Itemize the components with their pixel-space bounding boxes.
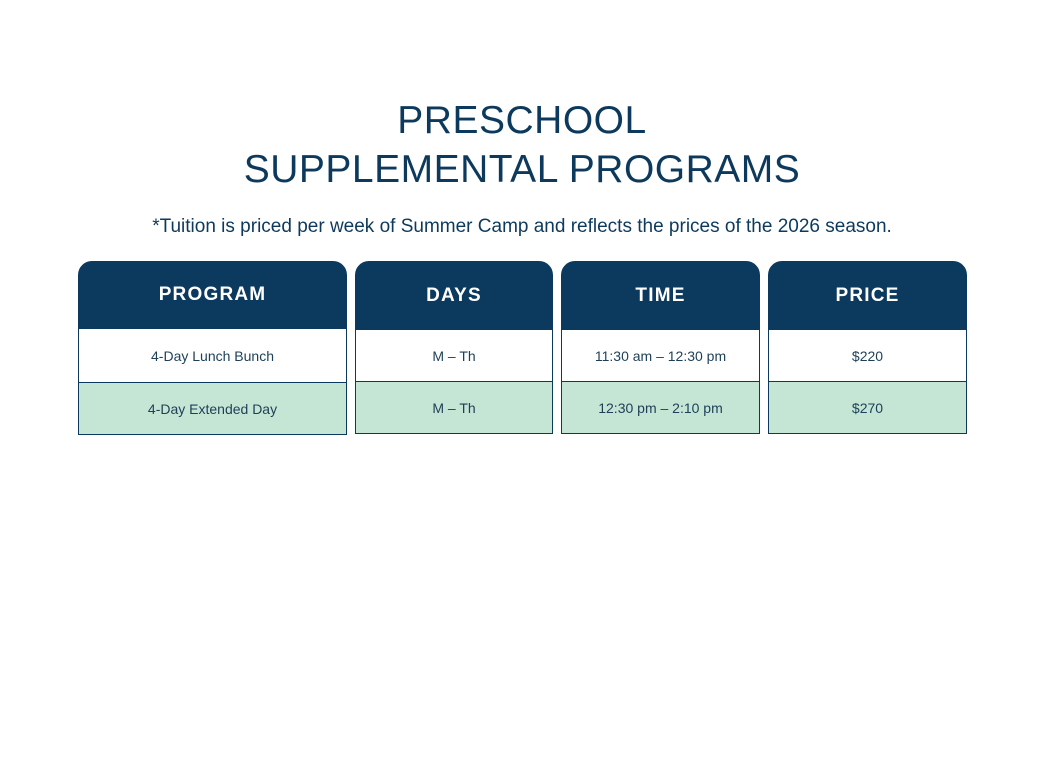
program-header: PROGRAM	[78, 261, 347, 329]
time-cell-row-1: 11:30 am – 12:30 pm	[561, 330, 760, 382]
days-header: DAYS	[355, 261, 553, 330]
program-cell-row-1: 4-Day Lunch Bunch	[78, 329, 347, 383]
time-column	[561, 261, 760, 435]
program-cell-row-2: 4-Day Extended Day	[78, 383, 347, 435]
page-title-line-1: PRESCHOOL	[397, 99, 647, 142]
days-cell-row-1: M – Th	[355, 330, 553, 382]
program-column	[78, 261, 347, 435]
tuition-note: *Tuition is priced per week of Summer Camp and reflects the prices of the 2026 season.	[152, 216, 892, 237]
page-title-line-2: SUPPLEMENTAL PROGRAMS	[243, 148, 801, 191]
days-cell-row-2: M – Th	[355, 382, 553, 434]
price-header: PRICE	[768, 261, 967, 330]
price-cell-row-2: $270	[768, 382, 967, 434]
days-column	[355, 261, 553, 435]
time-cell-row-2: 12:30 pm – 2:10 pm	[561, 382, 760, 434]
price-cell-row-1: $220	[768, 330, 967, 382]
price-column	[768, 261, 967, 435]
time-header: TIME	[561, 261, 760, 330]
